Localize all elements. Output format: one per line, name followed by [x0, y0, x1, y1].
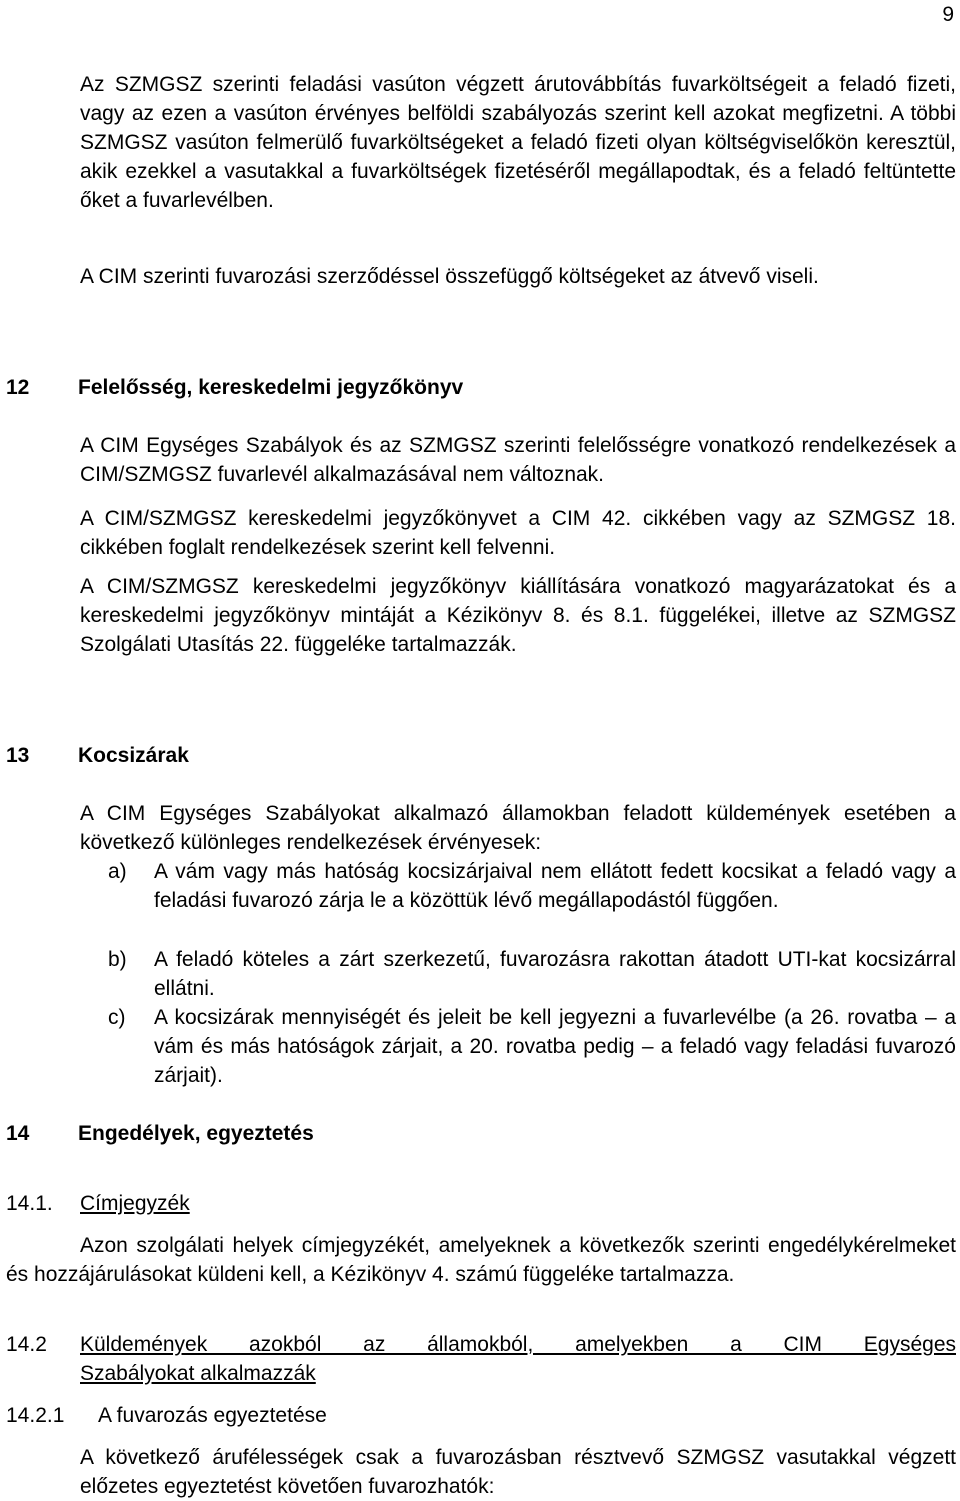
section-12-paragraph-1	[80, 431, 956, 489]
page-number: 9	[942, 3, 954, 26]
paragraph-text: A CIM/SZMGSZ kereskedelmi jegyzőkönyvet a CIM 42. cikkében vagy az SZMGSZ 18. cikkében foglalt rendelkezések szerint kell felvenni.	[80, 507, 956, 559]
list-item-text: A kocsizárak mennyiségét és jeleit be kell jegyezni a fuvarlevélbe (a 26. rovatba – a vám és más hatóságok zárjait, a 20. rovatba pedig – a feladó vagy feladási fuvarozó zárjait).	[154, 1006, 956, 1087]
paragraph-text: Azon szolgálati helyek címjegyzékét, amelyeknek a következők szerinti engedélykérelmeket és hozzájárulásokat küldeni kell, a Kézikönyv 4. számú függeléke tartalmazza.	[6, 1234, 956, 1286]
section-number: 12	[6, 376, 30, 399]
section-14-heading	[6, 1119, 906, 1149]
paragraph-text: A CIM/SZMGSZ kereskedelmi jegyzőkönyv kiállítására vonatkozó magyarázatokat és a kereskedelmi jegyzőkönyv mintáját a Kézikönyv 8. és 8.1. függelékei, illetve az SZMGSZ Szolgálati Utasítás 22. függeléke tartalmazzák.	[80, 575, 956, 656]
list-marker: c)	[108, 1006, 126, 1029]
section-12-paragraph-3	[80, 572, 956, 659]
intro-text-2: A CIM szerinti fuvarozási szerződéssel összefüggő költségeket az átvevő viseli.	[80, 265, 819, 288]
intro-paragraph-2	[80, 262, 956, 291]
subsection-14-2-title-line-2: Szabályokat alkalmazzák	[80, 1362, 316, 1385]
section-title: Engedélyek, egyeztetés	[78, 1122, 314, 1145]
section-number: 13	[6, 744, 30, 767]
section-number: 14	[6, 1122, 30, 1145]
subsection-14-2-1-paragraph	[80, 1443, 956, 1501]
section-13-intro	[80, 799, 956, 857]
section-13-heading	[6, 741, 906, 771]
subsection-14-2-1-number: 14.2.1	[6, 1404, 65, 1427]
list-item-text: A vám vagy más hatóság kocsizárjaival nem ellátott fedett kocsikat a feladó vagy a feladási fuvarozó zárja le a közöttük lévő megállapodástól függően.	[154, 860, 956, 912]
list-item-c	[108, 1003, 956, 1090]
section-12-paragraph-2	[80, 504, 956, 562]
subsection-14-1-number: 14.1.	[6, 1192, 53, 1215]
subsection-14-2-1-title: A fuvarozás egyeztetése	[98, 1404, 327, 1427]
subsection-14-2-number: 14.2	[6, 1333, 47, 1356]
list-item-a	[108, 857, 956, 915]
section-12-heading	[6, 373, 906, 403]
list-item-b	[108, 945, 956, 1003]
list-item-text: A feladó köteles a zárt szerkezetű, fuvarozásra rakottan átadott UTI-kat kocsizárral ellátni.	[154, 948, 956, 1000]
list-marker: a)	[108, 860, 127, 883]
list-marker: b)	[108, 948, 127, 971]
subsection-14-1-paragraph	[6, 1231, 956, 1289]
paragraph-text: A következő árufélességek csak a fuvarozásban résztvevő SZMGSZ vasutakkal végzett előzetes egyeztetést követően fuvarozhatók:	[80, 1446, 956, 1498]
subsection-14-1-title: Címjegyzék	[80, 1192, 190, 1215]
intro-paragraph-1	[80, 70, 956, 215]
paragraph-text: A CIM Egységes Szabályokat alkalmazó államokban feladott küldemények esetében a következő különleges rendelkezések érvényesek:	[80, 802, 956, 854]
subsection-14-2-title-line-1: Küldemények azokból az államokból, amelyekben a CIM Egységes	[80, 1333, 956, 1356]
section-title: Felelősség, kereskedelmi jegyzőkönyv	[78, 376, 464, 399]
section-title: Kocsizárak	[78, 744, 189, 767]
intro-text-1: Az SZMGSZ szerinti feladási vasúton végzett árutovábbítás fuvarköltségeit a feladó fizeti, vagy az ezen a vasúton érvényes belföldi szabályozás szerint kell azokat megfizetni. A többi SZMGSZ vasúton felmerülő fuvarköltségeket a feladó fizeti olyan költségviselőkön keresztül, akik ezekkel a vasutakkal a fuvarköltségek fizetéséről megállapodtak, és a feladó feltüntette őket a fuvarlevélben.	[80, 73, 956, 212]
paragraph-text: A CIM Egységes Szabályok és az SZMGSZ szerinti felelősségre vonatkozó rendelkezések a CIM/SZMGSZ fuvarlevél alkalmazásával nem változnak.	[80, 434, 956, 486]
